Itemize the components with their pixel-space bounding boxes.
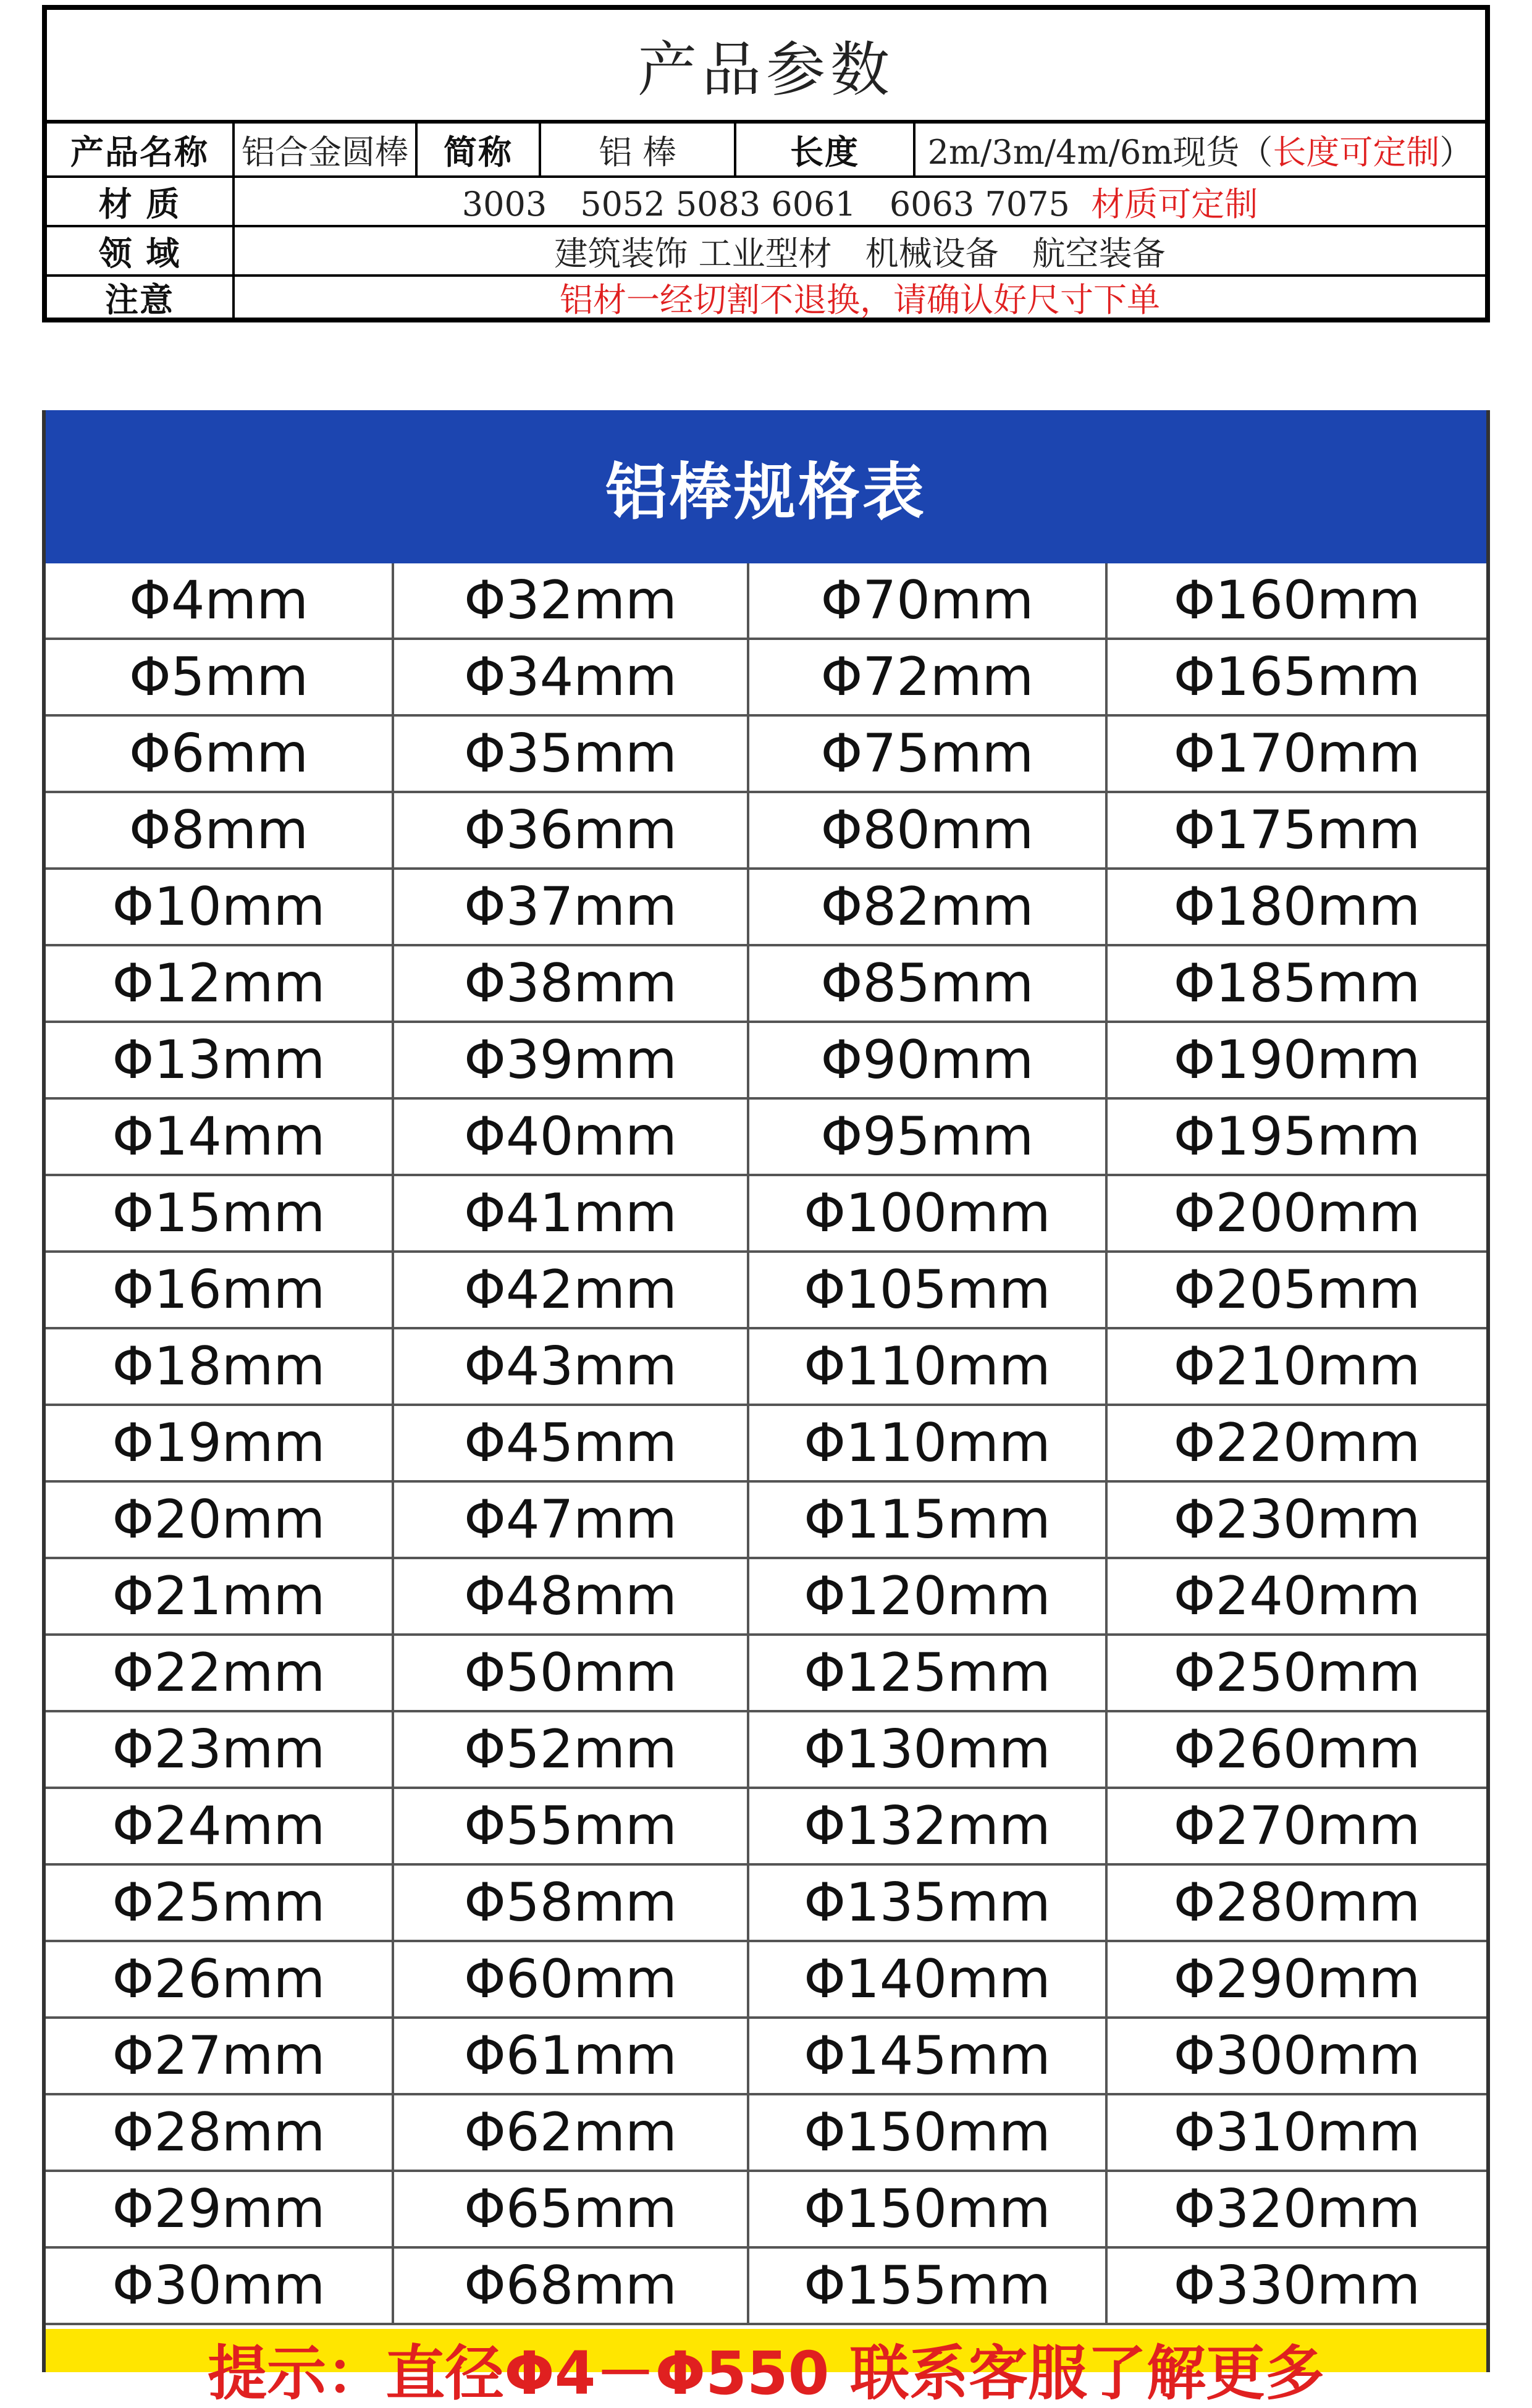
spec-cell: Φ6mm <box>129 723 308 785</box>
table-row <box>46 946 1486 1023</box>
spec-cell: Φ34mm <box>392 640 747 714</box>
table-row <box>46 1789 1486 1866</box>
params-title: 产品参数 <box>47 10 1485 124</box>
table-row <box>46 717 1486 793</box>
note-value: 铝材一经切割不退换，请确认好尺寸下单 <box>232 277 1485 318</box>
table-row <box>46 2019 1486 2095</box>
spec-cell: Φ290mm <box>1105 1942 1486 2016</box>
spec-cell: Φ110mm <box>747 1406 1105 1480</box>
table-row <box>46 1636 1486 1712</box>
length-custom: 长度可定制 <box>1273 132 1440 172</box>
spec-cell: Φ55mm <box>392 1789 747 1863</box>
short-value: 铝 棒 <box>539 124 734 175</box>
spec-cell: Φ72mm <box>747 640 1105 714</box>
spec-cell: Φ47mm <box>392 1483 747 1557</box>
spec-cell: Φ16mm <box>112 1259 326 1321</box>
spec-cell: Φ27mm <box>112 2025 326 2087</box>
spec-cell: Φ170mm <box>1105 717 1486 791</box>
table-row <box>46 2249 1486 2325</box>
short-label: 简称 <box>415 124 539 175</box>
spec-table <box>42 410 1490 2372</box>
length-label: 长度 <box>734 124 913 175</box>
spec-title: 铝棒规格表 <box>605 456 927 528</box>
spec-cell: Φ70mm <box>747 563 1105 638</box>
spec-cell: Φ175mm <box>1105 793 1486 867</box>
spec-cell: Φ12mm <box>112 953 326 1014</box>
spec-cell: Φ21mm <box>112 1565 326 1627</box>
spec-cell: Φ310mm <box>1105 2095 1486 2170</box>
table-row <box>46 1023 1486 1100</box>
spec-cell: Φ180mm <box>1105 870 1486 944</box>
length-value <box>913 124 1485 175</box>
spec-cell: Φ90mm <box>747 1023 1105 1097</box>
table-row <box>46 1253 1486 1329</box>
spec-cell: Φ280mm <box>1105 1866 1486 1940</box>
spec-cell: Φ29mm <box>112 2178 326 2240</box>
spec-cell: Φ95mm <box>747 1100 1105 1174</box>
table-row <box>46 563 1486 640</box>
spec-cell: Φ105mm <box>747 1253 1105 1327</box>
spec-cell: Φ75mm <box>747 717 1105 791</box>
spec-cell: Φ36mm <box>392 793 747 867</box>
params-row-material <box>47 178 1485 227</box>
spec-cell: Φ52mm <box>392 1712 747 1787</box>
spec-cell: Φ205mm <box>1105 1253 1486 1327</box>
params-row-name <box>47 124 1485 178</box>
spec-cell: Φ18mm <box>112 1336 326 1397</box>
spec-cell: Φ145mm <box>747 2019 1105 2093</box>
spec-cell: Φ270mm <box>1105 1789 1486 1863</box>
spec-cell: Φ120mm <box>747 1559 1105 1633</box>
spec-cell: Φ65mm <box>392 2172 747 2246</box>
spec-cell: Φ30mm <box>112 2255 326 2317</box>
table-row <box>46 870 1486 946</box>
table-row <box>46 1176 1486 1253</box>
spec-cell: Φ165mm <box>1105 640 1486 714</box>
spec-cell: Φ10mm <box>112 876 326 938</box>
params-row-field <box>47 227 1485 277</box>
spec-cell: Φ25mm <box>112 1872 326 1934</box>
spec-cell: Φ61mm <box>392 2019 747 2093</box>
spec-cell: Φ38mm <box>392 946 747 1021</box>
spec-cell: Φ85mm <box>747 946 1105 1021</box>
spec-cell: Φ260mm <box>1105 1712 1486 1787</box>
table-row <box>46 793 1486 870</box>
spec-cell: Φ41mm <box>392 1176 747 1250</box>
spec-cell: Φ20mm <box>112 1489 326 1551</box>
spec-cell: Φ39mm <box>392 1023 747 1097</box>
spec-cell: Φ195mm <box>1105 1100 1486 1174</box>
spec-cell: Φ32mm <box>392 563 747 638</box>
spec-cell: Φ200mm <box>1105 1176 1486 1250</box>
spec-cell: Φ48mm <box>392 1559 747 1633</box>
table-row <box>46 1406 1486 1483</box>
spec-cell: Φ26mm <box>112 1948 326 2010</box>
material-label: 材 质 <box>98 183 181 224</box>
spec-cell: Φ110mm <box>747 1329 1105 1404</box>
spec-cell: Φ68mm <box>392 2249 747 2323</box>
spec-cell: Φ28mm <box>112 2102 326 2163</box>
table-row <box>46 1483 1486 1559</box>
spec-cell: Φ15mm <box>112 1182 326 1244</box>
spec-cell: Φ300mm <box>1105 2019 1486 2093</box>
material-grades: 3003 5052 5083 6061 6063 7075 <box>461 184 1070 224</box>
table-row <box>46 1100 1486 1176</box>
spec-cell: Φ40mm <box>392 1100 747 1174</box>
spec-cell: Φ4mm <box>129 570 308 631</box>
spec-cell: Φ24mm <box>112 1795 326 1857</box>
footer-text: 提示：直径Φ4－Φ550 联系客服了解更多 <box>208 2339 1324 2408</box>
table-row <box>46 1329 1486 1406</box>
spec-cell: Φ37mm <box>392 870 747 944</box>
note-label: 注意 <box>105 279 174 319</box>
spec-cell: Φ80mm <box>747 793 1105 867</box>
spec-cell: Φ160mm <box>1105 563 1486 638</box>
table-row <box>46 1942 1486 2019</box>
spec-cell: Φ250mm <box>1105 1636 1486 1710</box>
spec-cell: Φ132mm <box>747 1789 1105 1863</box>
spec-cell: Φ320mm <box>1105 2172 1486 2246</box>
spec-cell: Φ62mm <box>392 2095 747 2170</box>
length-close: ） <box>1439 132 1473 172</box>
spec-cell: Φ220mm <box>1105 1406 1486 1480</box>
spec-cell: Φ60mm <box>392 1942 747 2016</box>
field-label: 领 域 <box>98 233 181 273</box>
table-row <box>46 640 1486 717</box>
spec-cell: Φ23mm <box>112 1719 326 1780</box>
spec-cell: Φ240mm <box>1105 1559 1486 1633</box>
table-row <box>46 1712 1486 1789</box>
spec-cell: Φ13mm <box>112 1029 326 1091</box>
table-row <box>46 1559 1486 1636</box>
params-row-note <box>47 277 1485 318</box>
spec-cell: Φ58mm <box>392 1866 747 1940</box>
spec-cell: Φ82mm <box>747 870 1105 944</box>
spec-grid <box>46 563 1486 2325</box>
material-value <box>232 178 1485 225</box>
spec-cell: Φ42mm <box>392 1253 747 1327</box>
spec-cell: Φ150mm <box>747 2172 1105 2246</box>
spec-cell: Φ150mm <box>747 2095 1105 2170</box>
spec-cell: Φ5mm <box>129 646 308 708</box>
spec-cell: Φ125mm <box>747 1636 1105 1710</box>
spec-cell: Φ14mm <box>112 1106 326 1168</box>
spec-cell: Φ22mm <box>112 1642 326 1704</box>
spec-cell: Φ190mm <box>1105 1023 1486 1097</box>
spec-cell: Φ230mm <box>1105 1483 1486 1557</box>
spec-cell: Φ155mm <box>747 2249 1105 2323</box>
product-params-table <box>42 5 1490 322</box>
spec-cell: Φ100mm <box>747 1176 1105 1250</box>
spec-cell: Φ185mm <box>1105 946 1486 1021</box>
table-row <box>46 2172 1486 2249</box>
footer-banner <box>42 2329 1490 2408</box>
spec-cell: Φ130mm <box>747 1712 1105 1787</box>
table-row <box>46 1866 1486 1942</box>
name-value: 铝合金圆棒 <box>232 124 415 175</box>
spec-cell: Φ210mm <box>1105 1329 1486 1404</box>
spec-cell: Φ140mm <box>747 1942 1105 2016</box>
spec-cell: Φ19mm <box>112 1412 326 1474</box>
spec-cell: Φ43mm <box>392 1329 747 1404</box>
spec-header <box>46 410 1486 563</box>
spec-cell: Φ115mm <box>747 1483 1105 1557</box>
spec-cell: Φ8mm <box>129 799 308 861</box>
spec-cell: Φ330mm <box>1105 2249 1486 2323</box>
table-row <box>46 2095 1486 2172</box>
name-label: 产品名称 <box>70 132 209 172</box>
field-value: 建筑装饰 工业型材 机械设备 航空装备 <box>232 227 1485 274</box>
spec-cell: Φ45mm <box>392 1406 747 1480</box>
spec-cell: Φ135mm <box>747 1866 1105 1940</box>
length-stock: 2m/3m/4m/6m现货（ <box>927 132 1273 172</box>
spec-cell: Φ35mm <box>392 717 747 791</box>
material-custom: 材质可定制 <box>1091 184 1258 224</box>
spec-cell: Φ50mm <box>392 1636 747 1710</box>
